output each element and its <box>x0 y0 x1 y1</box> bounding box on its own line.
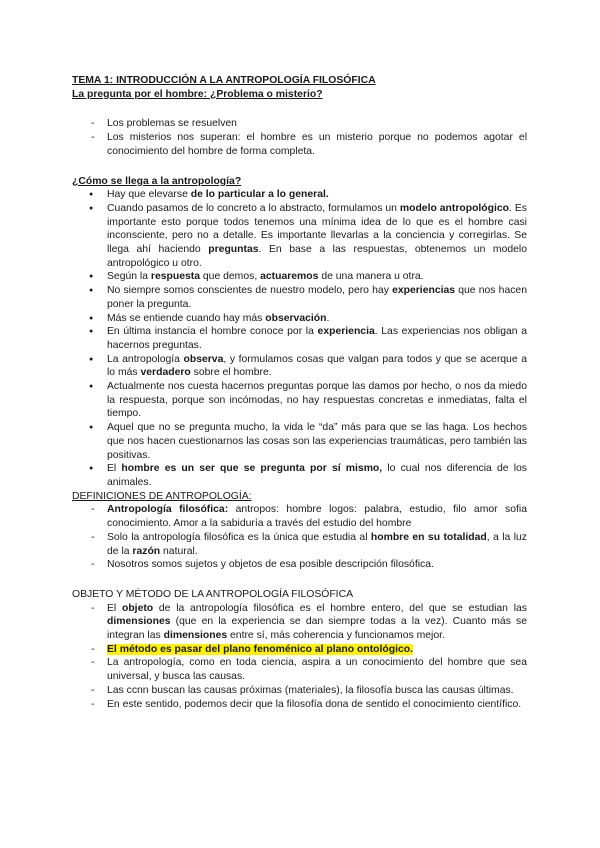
text-run: La antropología <box>107 353 184 365</box>
list-item: - Los misterios nos superan: el hombre es un misterio porque no podemos agotar el conocimiento del hombre de forma completa. <box>72 131 527 158</box>
bold-text: hombre es un ser que se pregunta por sí mismo, <box>121 463 383 475</box>
bold-text: modelo antropológico <box>399 202 510 214</box>
bold-text: dimensiones <box>163 630 228 642</box>
text-run: que demos, <box>200 271 261 283</box>
list-item: - Los problemas se resuelven <box>72 117 527 131</box>
list-item <box>72 684 527 698</box>
text-run: lo cual nos diferencia de los animales. <box>107 463 527 488</box>
bold-text: preguntas <box>208 244 259 256</box>
text-run: de la antropología filosófica es el hombre entero, del que se estudian las <box>153 602 527 614</box>
text-run: La antropología, como en toda ciencia, aspira a un conocimiento del hombre que sea universal, y busca las causas. <box>107 657 527 683</box>
section-heading-definiciones: DEFINICIONES DE ANTROPOLOGÍA: <box>72 490 252 502</box>
bold-text: observación <box>265 312 327 324</box>
list-item <box>72 602 527 643</box>
text-run: Cuando pasamos de lo concreto a lo abstracto, formulamos un <box>107 202 400 214</box>
bold-text: experiencias <box>392 285 456 297</box>
list-item <box>72 284 527 311</box>
text-run: (que en la experiencia se dan siempre todas a la vez). Cuanto más se integran las <box>107 616 527 642</box>
section-heading-objeto: OBJETO Y MÉTODO DE LA ANTROPOLOGÍA FILOSÓFICA <box>72 588 354 600</box>
text-run: . <box>326 312 330 324</box>
section-heading-como: ¿Cómo se llega a la antropología? <box>72 175 242 187</box>
list-item <box>72 698 527 712</box>
text-run: En este sentido, podemos decir que la filosofía dona de sentido el conocimiento científico. <box>107 698 522 710</box>
list-item <box>72 462 527 489</box>
bold-text: de lo particular a lo general. <box>190 189 329 201</box>
text-run: . Es importante esto porque todos tenemos una mínima idea de lo que es el hombre casi inconsciente, pero no a detalle. Es importante llevarlas a la conciencia y corregirlas. Se llega ahí haciendo <box>107 202 527 256</box>
bold-text: objeto <box>121 602 154 614</box>
text-run: Hay que elevarse <box>107 189 191 201</box>
bold-text: experiencia <box>317 326 375 338</box>
text-run: que nos hacen poner la pregunta. <box>107 285 527 310</box>
list-item <box>72 353 527 380</box>
list-item <box>72 531 527 558</box>
bold-text: respuesta <box>150 271 201 283</box>
list-item <box>72 558 527 572</box>
list-item <box>72 380 527 421</box>
text-run: Solo la antropología filosófica es la única que estudia al <box>107 531 371 543</box>
list-item <box>72 188 527 202</box>
section1-list <box>72 188 527 489</box>
bold-text: Antropología filosófica: <box>107 504 229 516</box>
text-run: Nosotros somos sujetos y objetos de esa posible descripción filosófica. <box>107 559 434 571</box>
text-run: natural. <box>160 545 198 557</box>
bold-text: observa <box>183 353 224 365</box>
text-run: , a la luz de la <box>107 531 527 557</box>
text-run: . Las experiencias nos obligan a hacernos preguntas. <box>107 326 527 351</box>
text-run: . En base a las respuestas, obtenemos un modelo antropológico u otro. <box>107 244 527 269</box>
highlighted-text: El método es pasar del plano fenoménico al plano ontológico. <box>107 643 413 655</box>
bold-text: hombre en su totalidad <box>370 531 487 543</box>
text-run: Según la <box>107 271 151 283</box>
list-item <box>72 325 527 352</box>
list-item <box>72 421 527 462</box>
bold-text: razón <box>132 545 161 557</box>
text-run: , y formulamos cosas que valgan para todos y que se acerque a lo más <box>107 353 527 379</box>
intro-list <box>72 117 527 158</box>
text-run: sobre el hombre. <box>190 367 272 379</box>
document-subtitle: La pregunta por el hombre: ¿Problema o misterio? <box>72 88 323 100</box>
bold-text: verdadero <box>140 367 191 379</box>
text-run: El <box>107 463 122 475</box>
document-title: TEMA 1: INTRODUCCIÓN A LA ANTROPOLOGÍA FILOSÓFICA <box>72 75 376 86</box>
bold-text: dimensiones <box>107 616 171 628</box>
list-item-highlighted <box>72 643 527 657</box>
list-item <box>72 503 527 530</box>
text-run: En última instancia el hombre conoce por la <box>107 326 318 338</box>
section2-list <box>72 503 527 572</box>
text-run: de una manera u otra. <box>318 271 424 283</box>
list-item <box>72 270 527 284</box>
section3-list <box>72 602 527 712</box>
bold-text: actuaremos <box>260 271 319 283</box>
list-item <box>72 312 527 326</box>
list-item <box>72 656 527 683</box>
text-run: Actualmente nos cuesta hacernos preguntas porque las damos por hecho, o nos da miedo la respuesta, porque son incómodas, no hay respuestas concretas e inmediatas, falta el tiempo. <box>107 381 527 420</box>
document-body <box>72 74 527 711</box>
list-item <box>72 202 527 271</box>
text-run: El <box>107 602 122 614</box>
text-run: No siempre somos conscientes de nuestro modelo, pero hay <box>107 285 393 297</box>
text-run: Más se entiende cuando hay más <box>107 312 266 324</box>
text-run: Las ccnn buscan las causas próximas (materiales), la filosofía busca las causas últimas. <box>107 684 514 696</box>
text-run: Aquel que no se pregunta mucho, la vida le “da” más para que se las haga. Los hechos que nos hacen cuestionarnos las cosas son las experiencias traumáticas, pero también las positivas. <box>107 422 527 461</box>
text-run: entre sí, más coherencia y funcionamos mejor. <box>227 630 445 642</box>
text-run: antropos: hombre logos: palabra, estudio, filo amor sofia conocimiento. Amor a la sabiduría a través del estudio del hombre <box>107 504 527 530</box>
